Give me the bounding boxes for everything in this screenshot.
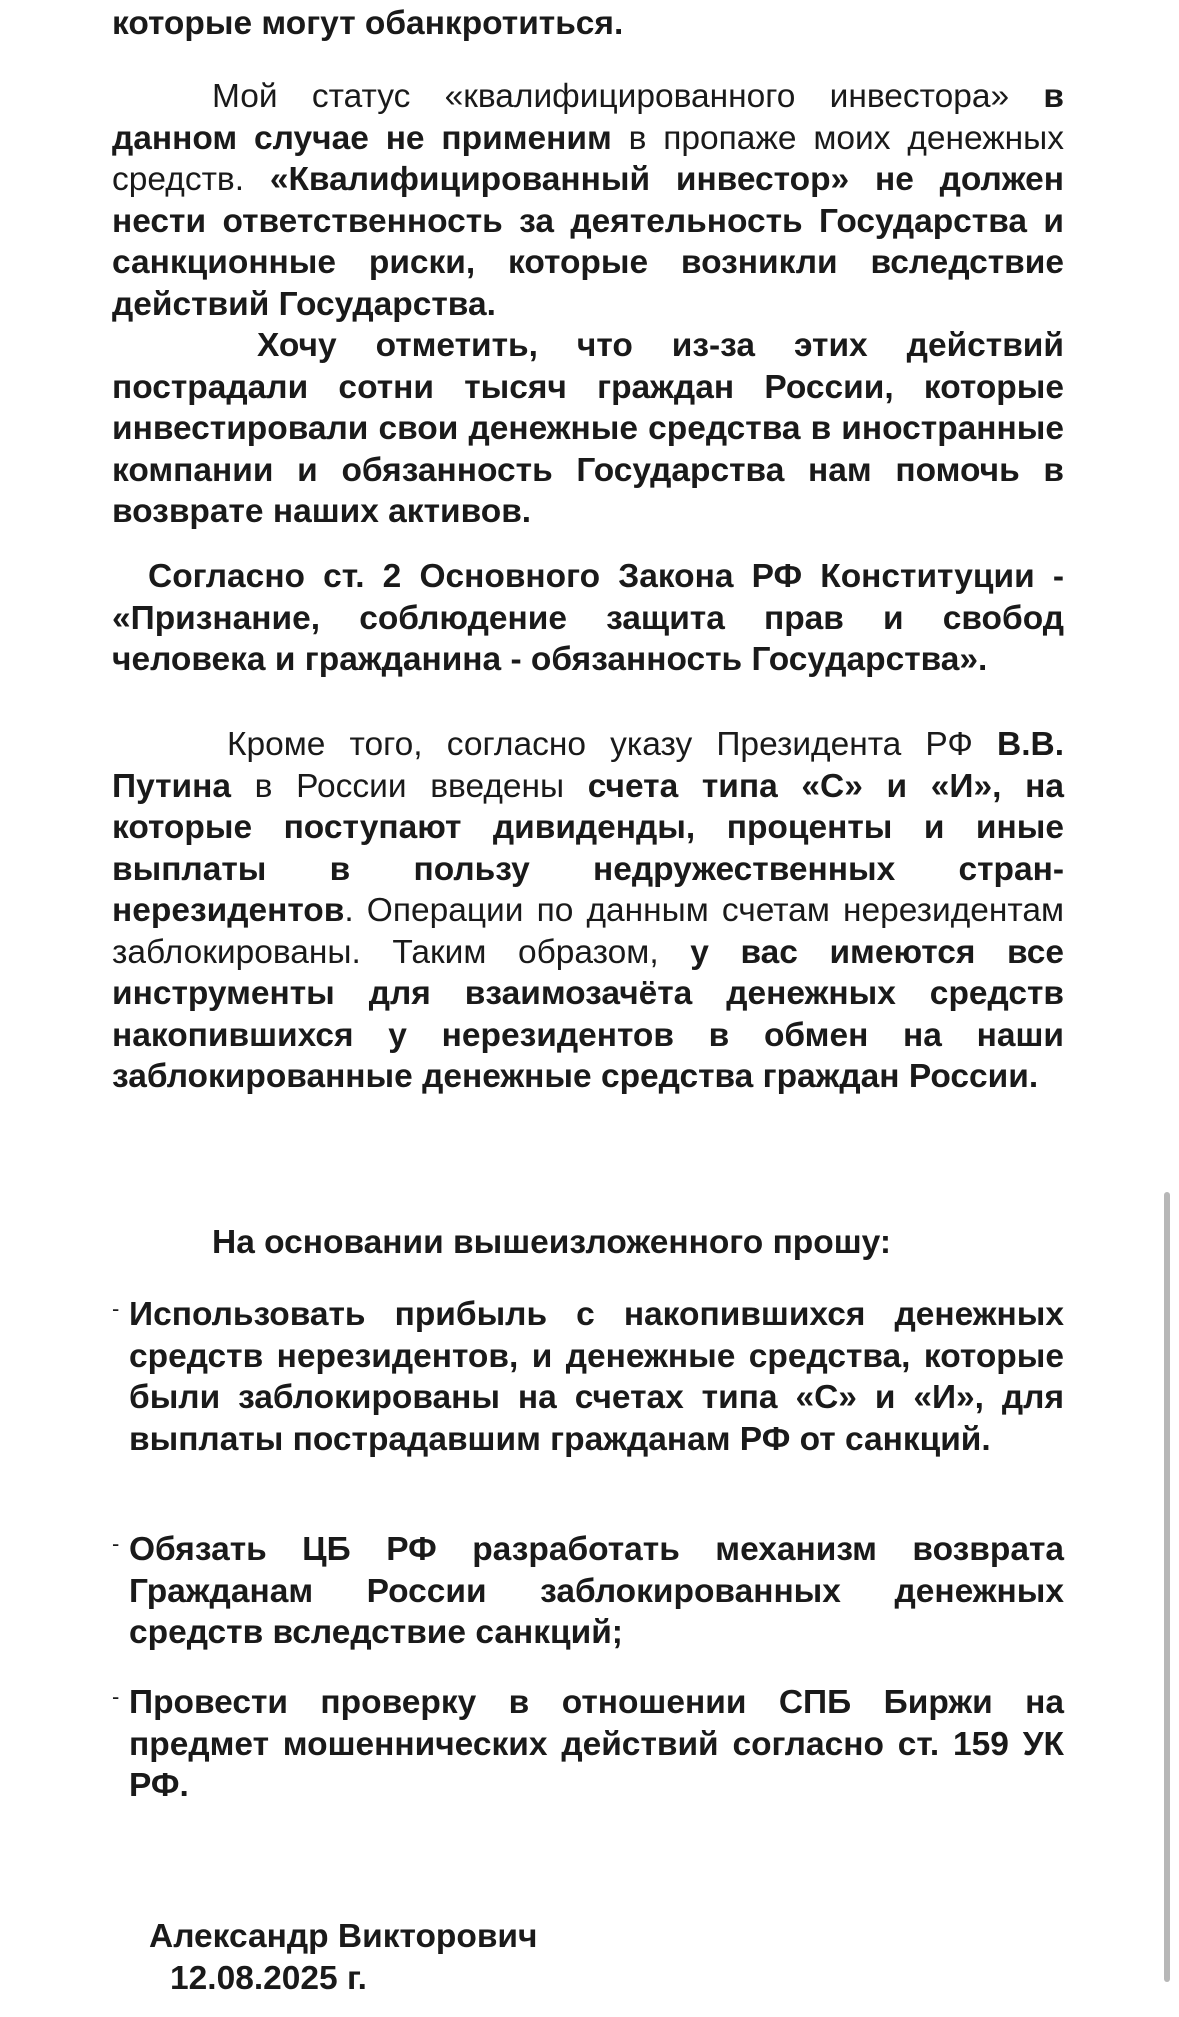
list-dash: - (112, 1531, 120, 1556)
list-dash: - (112, 1296, 120, 1321)
request-item (112, 1682, 1064, 1807)
request-heading: На основании вышеизложенного прошу: (212, 1224, 891, 1261)
paragraph-citizens-affected: Хочу отметить, что из-за этих действий пострадали сотни тысяч граждан России, которые инвестировали свои денежные средства в иностранные компании и обязанность Государства нам помочь в возврате наших активов. (112, 327, 1064, 530)
paragraph-qualified-investor: Мой статус «квалифицированного инвестора» в данном случае не применим в пропаже моих денежных средств. «Квалифицированный инвестор» не должен нести ответственность за деятельность Государства и санкционные риски, которые возникли вследствие действий Государства. (112, 78, 1065, 323)
request-item (112, 1529, 1064, 1654)
list-dash: - (112, 1684, 120, 1709)
signature-name: Александр Викторович (149, 1918, 538, 1955)
scrollbar[interactable] (1164, 1192, 1170, 1982)
paragraph-accounts: Кроме того, согласно указу Президента РФ В.В. Путина в России введены счета типа «С» и «И», на которые поступают дивиденды, проценты и иные выплаты в пользу недружественных стран-нерезидентов. Операции по данным счетам нерезидентам заблокированы. Таким образом, у вас имеются все инструменты для взаимозачёта денежных средств накопившихся у нерезидентов в обмен на наши заблокированные денежные средства граждан России. (112, 726, 1065, 1095)
paragraph-constitution: Согласно ст. 2 Основного Закона РФ Конституции - «Признание, соблюдение защита прав и свобод человека и гражданина - обязанность Государства». (112, 558, 1064, 678)
request-item (112, 1294, 1064, 1460)
request-item-text: Обязать ЦБ РФ разработать механизм возврата Гражданам России заблокированных денежных средств вследствие санкций; (129, 1531, 1064, 1651)
request-item-text: Использовать прибыль с накопившихся денежных средств нерезидентов, и денежные средства, которые были заблокированы на счетах типа «С» и «И», для выплаты пострадавшим гражданам РФ от санкций. (129, 1296, 1064, 1458)
signature-date: 12.08.2025 г. (170, 1960, 367, 1997)
paragraph-continuation: которые могут обанкротиться. (112, 5, 624, 42)
request-item-text: Провести проверку в отношении СПБ Биржи на предмет мошеннических действий согласно ст. 159 УК РФ. (129, 1684, 1064, 1804)
